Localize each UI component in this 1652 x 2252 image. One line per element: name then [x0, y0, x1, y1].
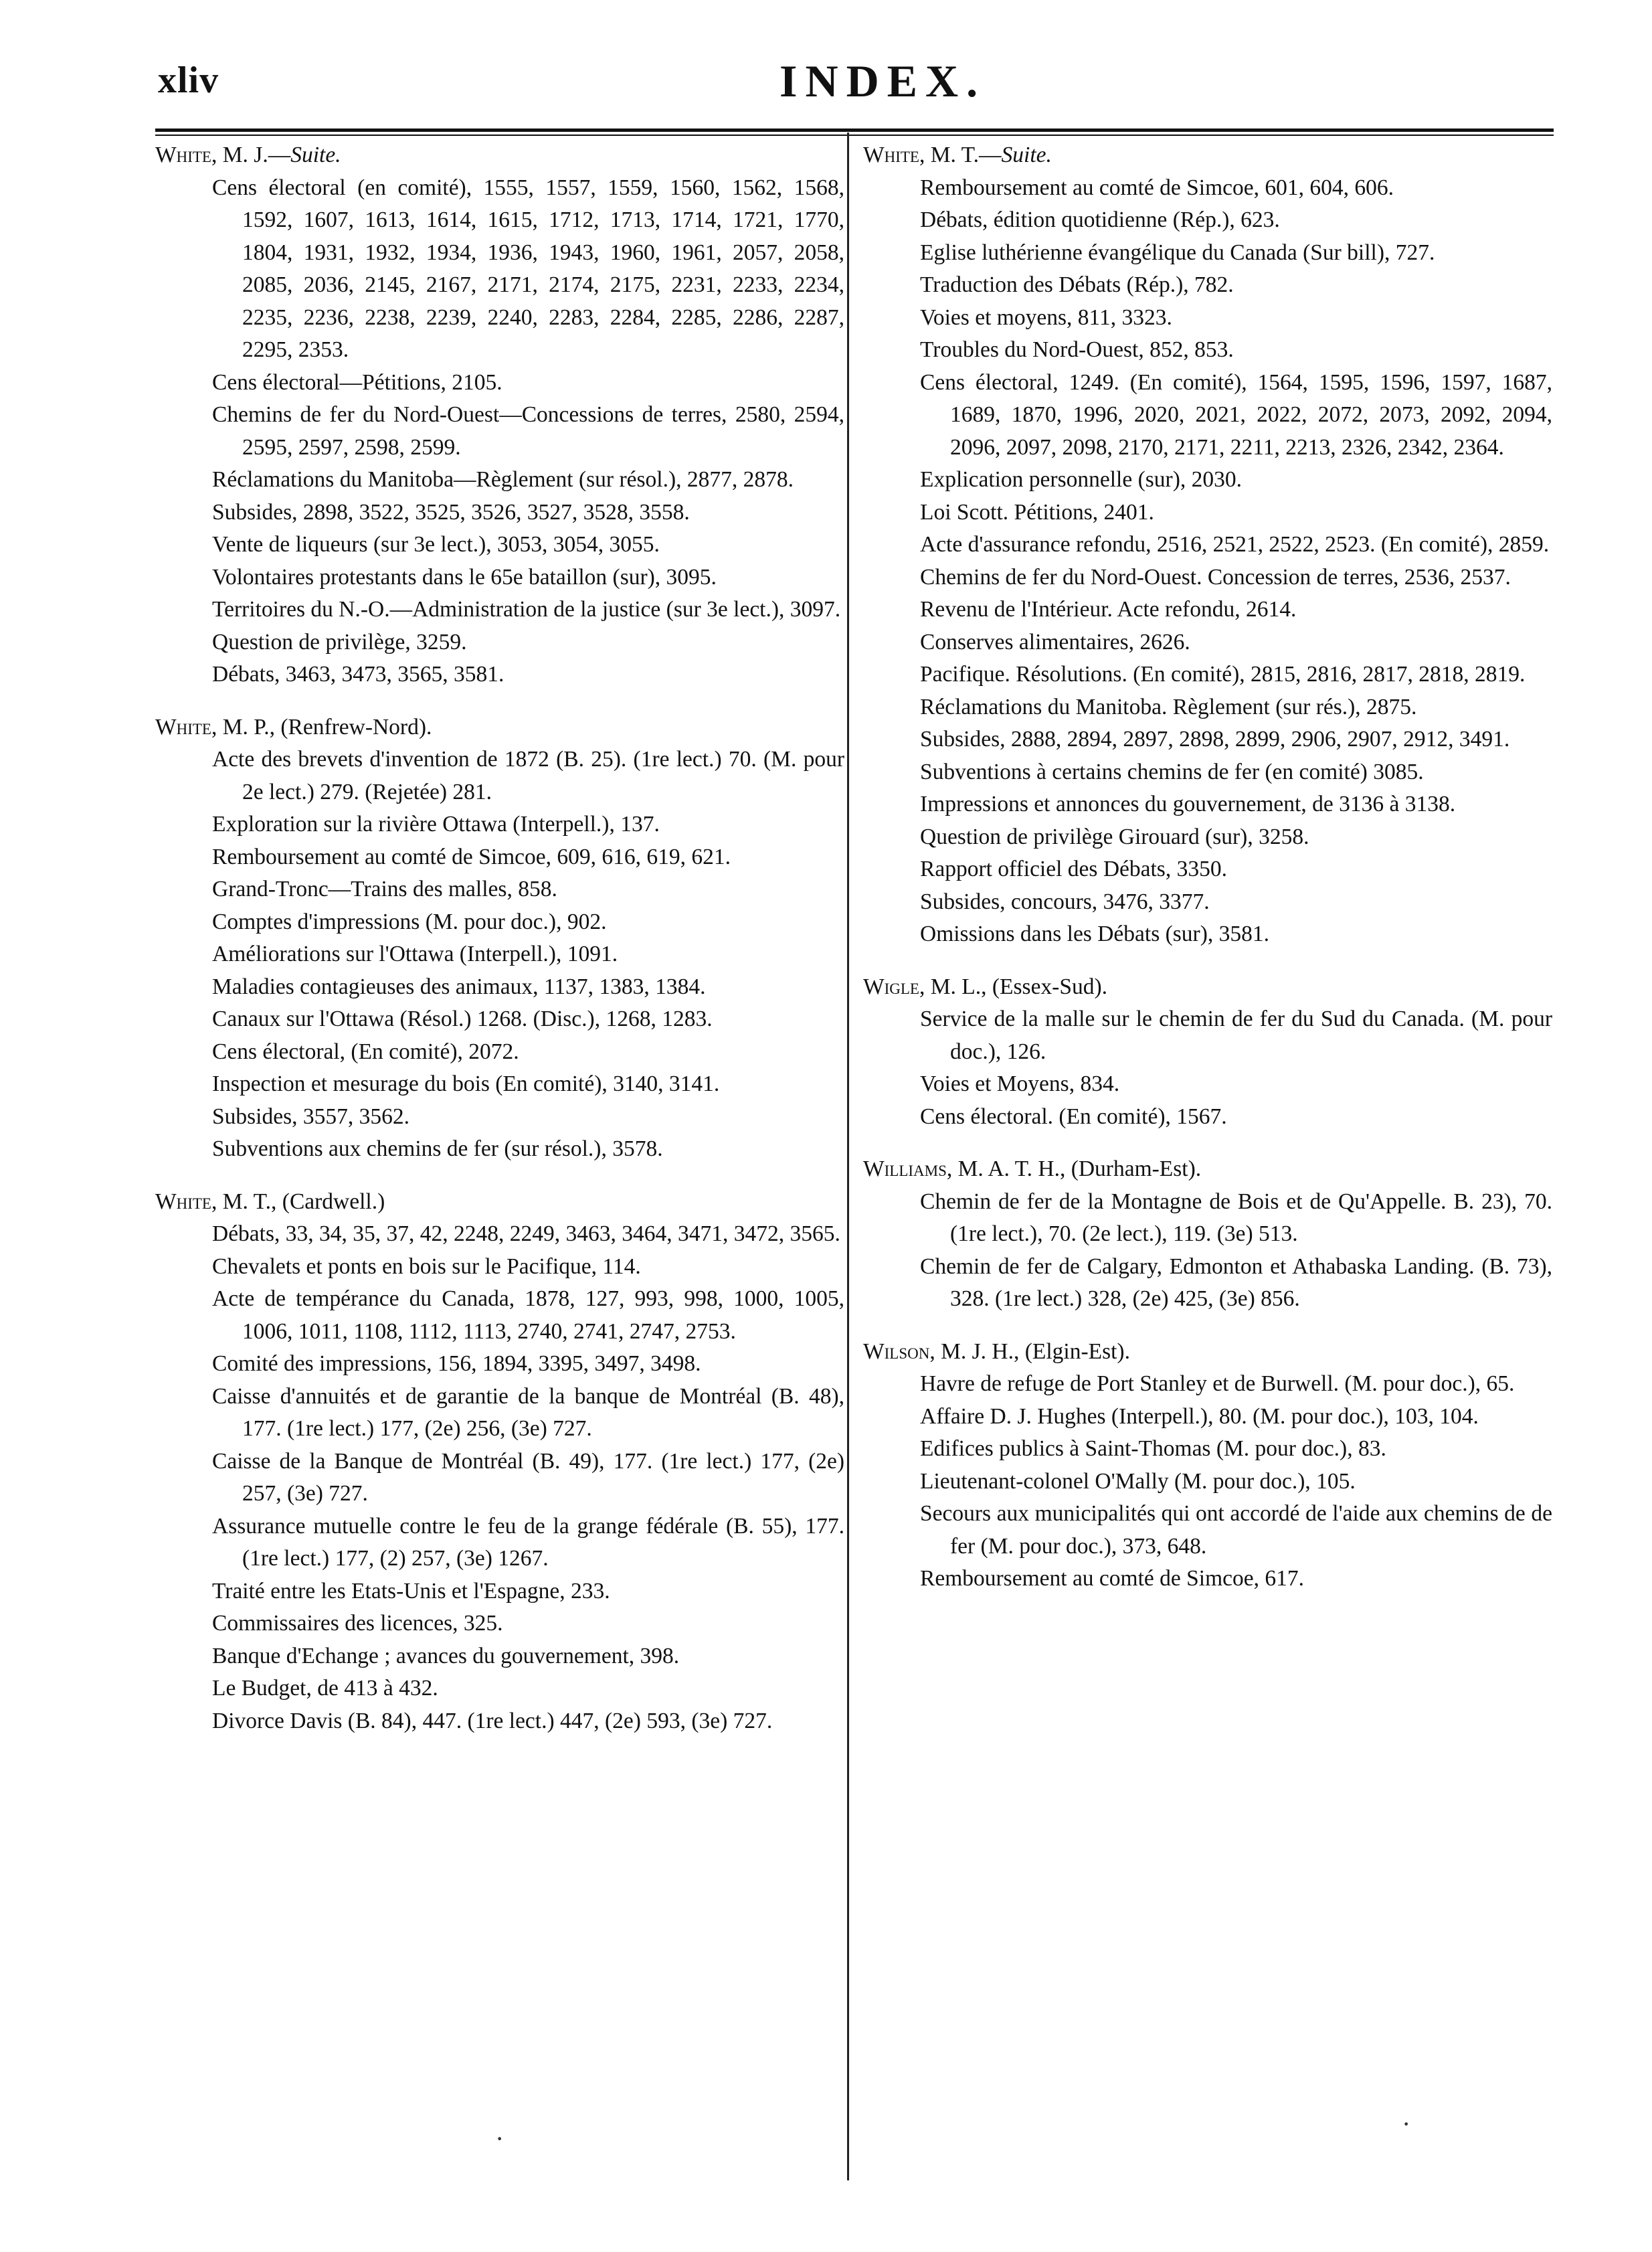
index-subentry: Grand-Tronc—Trains des malles, 858. — [212, 877, 557, 901]
index-entry — [155, 1186, 844, 1738]
index-subentry: Eglise luthérienne évangélique du Canada (Sur bill), 727. — [920, 240, 1435, 265]
column-divider — [847, 133, 849, 2180]
index-subentry: Caisse d'annuités et de garantie de la banque de Montréal (B. 48), 177. (1re lect.) 177, (2e) 256, (3e) 727. — [212, 1383, 844, 1441]
index-subentry: Subsides, 2888, 2894, 2897, 2898, 2899, 2906, 2907, 2912, 3491. — [920, 727, 1510, 752]
index-subentry: Cens électoral—Pétitions, 2105. — [212, 369, 502, 395]
index-subentry: Divorce Davis (B. 84), 447. (1re lect.) 447, (2e) 593, (3e) 727. — [212, 1708, 773, 1733]
index-subentry: Revenu de l'Intérieur. Acte refondu, 2614. — [920, 597, 1297, 622]
index-subentry: Lieutenant-colonel O'Mally (M. pour doc.), 105. — [920, 1468, 1356, 1494]
index-subentry: Cens électoral, (En comité), 2072. — [212, 1039, 519, 1064]
entry-heading — [155, 139, 844, 172]
index-subentry: Réclamations du Manitoba—Règlement (sur résol.), 2877, 2878. — [212, 467, 794, 492]
member-details: , M. L., (Essex-Sud). — [919, 974, 1108, 999]
index-subentry: Chevalets et ponts en bois sur le Pacifique, 114. — [212, 1253, 641, 1279]
index-entry — [863, 1336, 1552, 1595]
index-subentry: Voies et Moyens, 834. — [920, 1071, 1120, 1096]
member-name: White — [155, 1189, 211, 1214]
index-subentry: Le Budget, de 413 à 432. — [212, 1676, 438, 1701]
index-subentry: Troubles du Nord-Ouest, 852, 853. — [920, 337, 1234, 362]
index-column-left — [155, 139, 844, 1757]
index-subentry: Remboursement au comté de Simcoe, 609, 616, 619, 621. — [212, 844, 731, 869]
index-subentry: Subventions à certains chemins de fer (en comité) 3085. — [920, 759, 1424, 784]
print-speck: · — [1402, 2109, 1411, 2139]
index-subentry: Assurance mutuelle contre le feu de la grange fédérale (B. 55), 177. (1re lect.) 177, (2) 257, (3e) 1267. — [212, 1513, 844, 1571]
index-subentry: Chemins de fer du Nord-Ouest—Concessions de terres, 2580, 2594, 2595, 2597, 2598, 2599. — [212, 402, 844, 460]
index-subentry: Comité des impressions, 156, 1894, 3395, 3497, 3498. — [212, 1351, 701, 1376]
index-entry — [155, 139, 844, 691]
member-name: Wilson — [863, 1338, 930, 1364]
index-subentry: Chemins de fer du Nord-Ouest. Concession de terres, 2536, 2537. — [920, 564, 1511, 590]
index-subentry: Maladies contagieuses des animaux, 1137, 1383, 1384. — [212, 974, 706, 999]
index-entry — [863, 139, 1552, 951]
member-name: White — [155, 714, 211, 740]
index-subentry: Comptes d'impressions (M. pour doc.), 902. — [212, 909, 607, 934]
member-details: , M. T., (Cardwell.) — [211, 1189, 385, 1214]
entry-heading — [155, 1186, 844, 1219]
index-subentry: Conserves alimentaires, 2626. — [920, 629, 1190, 655]
index-subentry: Service de la malle sur le chemin de fer du Sud du Canada. (M. pour doc.), 126. — [920, 1007, 1552, 1064]
index-subentry: Loi Scott. Pétitions, 2401. — [920, 499, 1154, 525]
index-subentry: Cens électoral. (En comité), 1567. — [920, 1104, 1227, 1129]
index-subentry: Subventions aux chemins de fer (sur résol.), 3578. — [212, 1136, 663, 1161]
index-column-right — [863, 139, 1552, 1616]
member-name: Williams — [863, 1156, 947, 1181]
index-subentry: Caisse de la Banque de Montréal (B. 49), 177. (1re lect.) 177, (2e) 257, (3e) 727. — [212, 1448, 844, 1506]
index-subentry: Inspection et mesurage du bois (En comité), 3140, 3141. — [212, 1071, 720, 1096]
page-title: INDEX. — [779, 56, 986, 106]
index-subentry: Réclamations du Manitoba. Règlement (sur rés.), 2875. — [920, 694, 1417, 719]
member-details: , M. A. T. H., (Durham-Est). — [946, 1156, 1202, 1181]
index-subentry: Affaire D. J. Hughes (Interpell.), 80. (M. pour doc.), 103, 104. — [920, 1403, 1479, 1429]
index-subentry: Voies et moyens, 811, 3323. — [920, 305, 1172, 330]
index-subentry: Débats, édition quotidienne (Rép.), 623. — [920, 207, 1280, 232]
index-subentry: Rapport officiel des Débats, 3350. — [920, 857, 1227, 881]
index-subentry: Canaux sur l'Ottawa (Résol.) 1268. (Disc.), 1268, 1283. — [212, 1007, 713, 1031]
index-subentry: Chemin de fer de Calgary, Edmonton et Athabaska Landing. (B. 73), 328. (1re lect.) 328, (2e) 425, (3e) 856. — [920, 1253, 1552, 1311]
continuation-label: Suite. — [290, 143, 341, 167]
page-number: xliv — [158, 60, 219, 101]
index-subentry: Traduction des Débats (Rép.), 782. — [920, 272, 1234, 297]
index-subentry: Question de privilège Girouard (sur), 3258. — [920, 824, 1309, 849]
member-name: Wigle — [863, 974, 919, 999]
entry-heading — [863, 971, 1552, 1004]
index-subentry: Débats, 3463, 3473, 3565, 3581. — [212, 662, 504, 687]
entry-heading — [155, 711, 844, 744]
index-subentry: Acte d'assurance refondu, 2516, 2521, 2522, 2523. (En comité), 2859. — [920, 532, 1550, 557]
header-rule — [155, 128, 1554, 136]
index-subentry: Banque d'Echange ; avances du gouvernement, 398. — [212, 1643, 680, 1668]
index-subentry: Commissaires des licences, 325. — [212, 1611, 503, 1636]
index-subentry: Cens électoral, 1249. (En comité), 1564, 1595, 1596, 1597, 1687, 1689, 1870, 1996, 2020, 2021, 2022, 2072, 2073, 2092, 2094, 2096, 2097, 2098, 2170, 2171, 2211, 2213, 2326, 2342, 2364. — [920, 369, 1552, 460]
member-name: White — [863, 143, 919, 167]
index-subentry: Subsides, concours, 3476, 3377. — [920, 889, 1210, 914]
index-entry — [863, 971, 1552, 1134]
member-details: , M. P., (Renfrew-Nord). — [211, 714, 432, 740]
index-subentry: Territoires du N.-O.—Administration de la justice (sur 3e lect.), 3097. — [212, 597, 841, 622]
index-entry — [155, 711, 844, 1166]
index-subentry: Traité entre les Etats-Unis et l'Espagne, 233. — [212, 1578, 610, 1604]
index-subentry: Volontaires protestants dans le 65e bataillon (sur), 3095. — [212, 564, 717, 590]
index-subentry: Chemin de fer de la Montagne de Bois et de Qu'Appelle. B. 23), 70. (1re lect.), 70. (2e lect.), 119. (3e) 513. — [920, 1189, 1552, 1246]
index-subentry: Impressions et annonces du gouvernement, de 3136 à 3138. — [920, 792, 1456, 816]
index-subentry: Cens électoral (en comité), 1555, 1557, 1559, 1560, 1562, 1568, 1592, 1607, 1613, 1614, 1615, 1712, 1713, 1714, 1721, 1770, 1804, 1931, 1932, 1934, 1936, 1943, 1960, 1961, 2057, 2058, 2085, 2036, 2145, 2167, 2171, 2174, 2175, 2231, 2233, 2234, 2235, 2236, 2238, 2239, 2240, 2283, 2284, 2285, 2286, 2287, 2295, 2353. — [212, 175, 844, 362]
index-entry — [863, 1153, 1552, 1316]
index-subentry: Remboursement au comté de Simcoe, 601, 604, 606. — [920, 175, 1394, 200]
print-speck: · — [495, 2124, 504, 2154]
index-subentry: Vente de liqueurs (sur 3e lect.), 3053, 3054, 3055. — [212, 532, 660, 557]
member-details: , M. T.— — [919, 143, 1002, 167]
index-subentry: Havre de refuge de Port Stanley et de Burwell. (M. pour doc.), 65. — [920, 1371, 1515, 1396]
index-subentry: Remboursement au comté de Simcoe, 617. — [920, 1566, 1305, 1591]
continuation-label: Suite. — [1001, 143, 1052, 167]
member-details: , M. J. H., (Elgin-Est). — [929, 1338, 1130, 1364]
entry-heading — [863, 1336, 1552, 1369]
index-subentry: Subsides, 2898, 3522, 3525, 3526, 3527, 3528, 3558. — [212, 499, 690, 525]
index-subentry: Pacifique. Résolutions. (En comité), 2815, 2816, 2817, 2818, 2819. — [920, 662, 1526, 687]
index-subentry: Acte des brevets d'invention de 1872 (B. 25). (1re lect.) 70. (M. pour 2e lect.) 279. (Rejetée) 281. — [212, 747, 844, 804]
index-subentry: Améliorations sur l'Ottawa (Interpell.), 1091. — [212, 942, 618, 966]
index-subentry: Omissions dans les Débats (sur), 3581. — [920, 922, 1269, 946]
index-subentry: Acte de tempérance du Canada, 1878, 127, 993, 998, 1000, 1005, 1006, 1011, 1108, 1112, 1113, 2740, 2741, 2747, 2753. — [212, 1286, 844, 1344]
entry-heading — [863, 1153, 1552, 1186]
member-details: , M. J.— — [211, 143, 291, 167]
index-subentry: Explication personnelle (sur), 2030. — [920, 467, 1242, 492]
index-subentry: Edifices publics à Saint-Thomas (M. pour doc.), 83. — [920, 1436, 1386, 1461]
index-subentry: Question de privilège, 3259. — [212, 629, 467, 655]
index-subentry: Exploration sur la rivière Ottawa (Interpell.), 137. — [212, 812, 660, 837]
index-subentry: Débats, 33, 34, 35, 37, 42, 2248, 2249, 3463, 3464, 3471, 3472, 3565. — [212, 1221, 840, 1246]
member-name: White — [155, 143, 211, 167]
entry-heading — [863, 139, 1552, 172]
index-subentry: Subsides, 3557, 3562. — [212, 1104, 410, 1129]
index-subentry: Secours aux municipalités qui ont accordé de l'aide aux chemins de de fer (M. pour doc.), 373, 648. — [920, 1501, 1552, 1559]
